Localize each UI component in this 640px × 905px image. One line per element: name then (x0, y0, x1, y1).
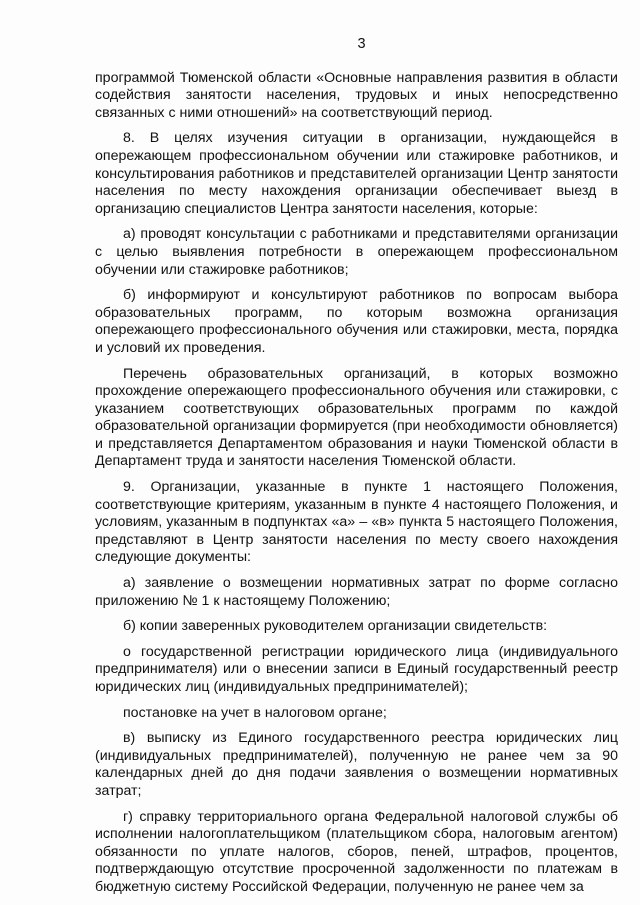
paragraph-continuation: программой Тюменской области «Основные направления развития в области содействия занятости населения, трудовых и иных непосредственно связанных с ними отношений» на соответствующий период. (95, 69, 618, 121)
page-number: 3 (357, 36, 366, 52)
paragraph-item-8a: а) проводят консультации с работниками и представителями организации с целью выявления потребности в опережающем профессиональном обучении или стажировке работников; (95, 226, 618, 278)
paragraph-item-9b: б) копии заверенных руководителем организации свидетельств: (123, 618, 548, 635)
paragraph-item-9: 9. Организации, указанные в пункте 1 настоящего Положения, соответствующие критериям, указанным в пункте 4 настоящего Положения, и условиям, указанным в подпунктах «а» – «в» пункта 5 настоящего Положения, представляют в Центр занятости населения по месту своего нахождения следующие документы: (95, 479, 618, 566)
paragraph-tax-registration: постановке на учет в налоговом органе; (123, 704, 387, 721)
paragraph-registration: о государственной регистрации юридического лица (индивидуального предпринимателя) или о внесении записи в Единый государственный реестр юридических лиц (индивидуальных предпринимателей); (95, 643, 618, 695)
paragraph-organizations-list: Перечень образовательных организаций, в которых возможно прохождение опережающего профессионального обучения или стажировки, с указанием соответствующих образовательных программ по каждой образовательной организации формируется (при необходимости обновляется) и представляется Департаментом образования и науки Тюменской области в Департамент труда и занятости населения Тюменской области. (95, 365, 618, 470)
paragraph-item-8b: б) информируют и консультируют работников по вопросам выбора образовательных программ, по которым возможна организация опережающего профессионального обучения или стажировки, места, порядка и условий их проведения. (95, 287, 618, 356)
paragraph-item-9a: а) заявление о возмещении нормативных затрат по форме согласно приложению № 1 к настоящему Положению; (95, 575, 618, 609)
paragraph-item-9v: в) выписку из Единого государственного реестра юридических лиц (индивидуальных предпринимателей), полученную не ранее чем за 90 календарных дней до дня подачи заявления о возмещении нормативных затрат; (95, 730, 618, 799)
paragraph-item-8: 8. В целях изучения ситуации в организации, нуждающейся в опережающем профессиональном обучении или стажировке работников, и консультирования работников и представителей организации Центр занятости населения по месту нахождения организации обеспечивает выезд в организацию специалистов Центра занятости населения, которые: (95, 130, 618, 217)
paragraph-item-9g: г) справку территориального органа Федеральной налоговой службы об исполнении налогоплательщиком (плательщиком сбора, налоговым агентом) обязанности по уплате налогов, сборов, пеней, штрафов, процентов, подтверждающую отсутствие просроченной задолженности по платежам в бюджетную систему Российской Федерации, полученную не ранее чем за (95, 808, 618, 895)
